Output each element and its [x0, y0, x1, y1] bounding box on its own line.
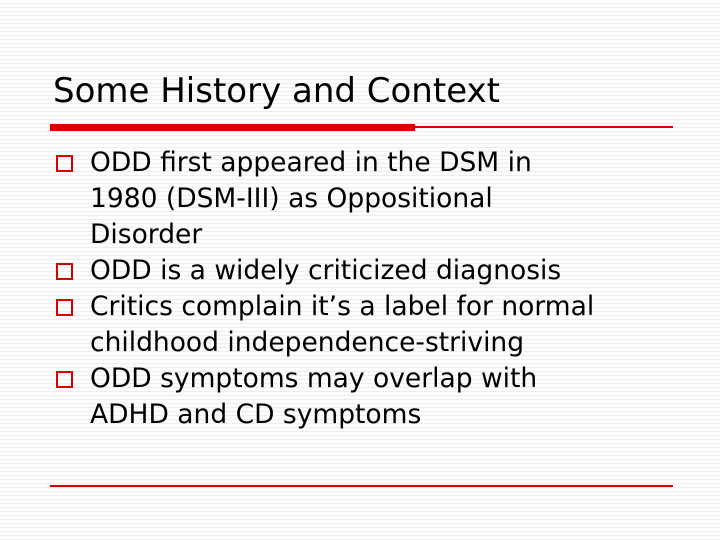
bullet-item	[56, 361, 676, 433]
bullet-line: ODD is a widely criticized diagnosis	[90, 255, 562, 286]
bullet-item	[56, 145, 676, 253]
bullet-line: ODD symptoms may overlap with	[90, 363, 538, 394]
title-underline-thin	[415, 126, 673, 128]
slide-title: Some History and Context	[53, 71, 500, 111]
title-underline-thick	[50, 124, 415, 131]
bullet-list	[56, 145, 676, 433]
bullet-line: 1980 (DSM-III) as Oppositional	[90, 183, 493, 214]
bullet-line: ADHD and CD symptoms	[90, 399, 422, 430]
square-bullet-icon	[56, 263, 73, 280]
bullet-item	[56, 289, 676, 361]
bullet-line: childhood independence-striving	[90, 327, 525, 358]
bullet-line: Disorder	[90, 219, 203, 250]
bullet-line: ODD first appeared in the DSM in	[90, 147, 532, 178]
footer-rule	[50, 485, 673, 487]
square-bullet-icon	[56, 299, 73, 316]
square-bullet-icon	[56, 371, 73, 388]
bullet-line: Critics complain it’s a label for normal	[90, 291, 595, 322]
square-bullet-icon	[56, 155, 73, 172]
bullet-item	[56, 253, 676, 289]
